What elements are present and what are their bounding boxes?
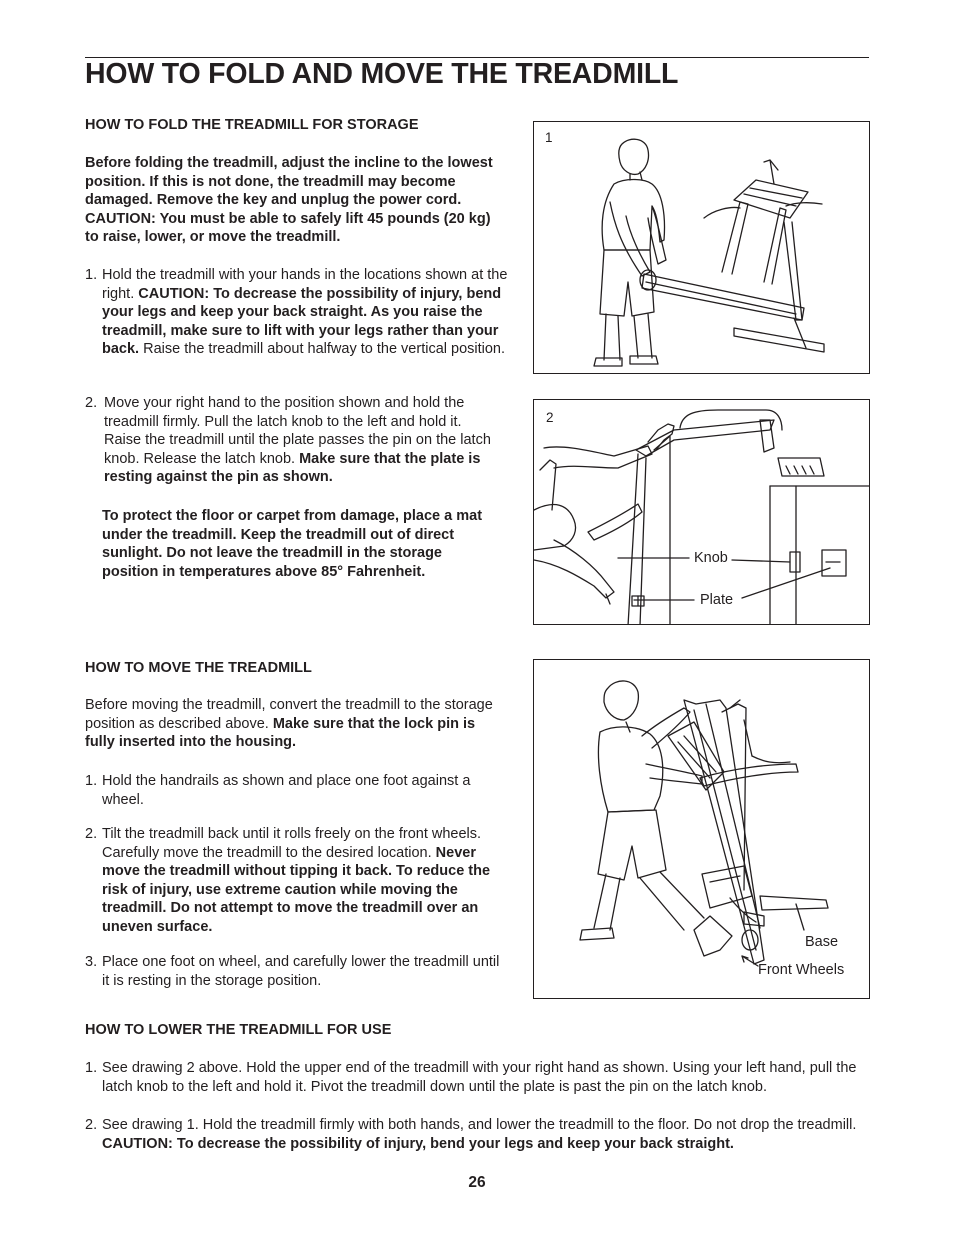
front-wheels-label: Front Wheels — [758, 962, 845, 978]
lower-step-2-caution: CAUTION: To decrease the possibility of injury, bend your legs and keep your back straight. — [102, 1135, 734, 1152]
move-heading: HOW TO MOVE THE TREADMILL — [85, 660, 312, 676]
fold-protect-note: To protect the floor or carpet from damage, place a mat under the treadmill. Keep the treadmill out of direct sunlight. Do not leave the treadmill in the storage position in temperatures above 85° Fahrenheit. — [102, 508, 483, 580]
fold-step-2-number: 2. — [85, 395, 98, 411]
move-step-1 — [85, 772, 505, 809]
lower-step-1 — [85, 1059, 870, 1096]
lower-step-2 — [85, 1116, 870, 1153]
page-number: 26 — [468, 1174, 486, 1191]
fold-step-1-text: Hold the treadmill with your hands in the locations shown at the right. — [102, 267, 508, 302]
lower-step-1-number: 1. — [85, 1060, 98, 1076]
fold-step-1 — [85, 266, 510, 359]
move-step-3-text: Place one foot on wheel, and carefully lower the treadmill until it is resting in the storage position. — [102, 954, 500, 989]
figure-3-moving-treadmill — [533, 659, 870, 999]
knob-label: Knob — [694, 550, 728, 566]
figure-2-latch-knob — [533, 399, 870, 625]
fold-step-2-text: Move your right hand to the position shown and hold the treadmill firmly. Pull the latch knob to the left and hold it. Raise the treadmill until the plate passes the pin on the latch knob. Release the latch knob. — [104, 395, 491, 467]
move-step-3 — [85, 953, 505, 990]
fold-step-1-caution: CAUTION: To decrease the possibility of injury, bend your legs and keep your back straight. As you raise the treadmill, make sure to lift with your legs rather than your back. — [102, 285, 502, 357]
move-intro-text: Before moving the treadmill, convert the treadmill to the storage position as described above. — [85, 697, 493, 732]
move-step-2-number: 2. — [85, 826, 98, 842]
plate-label: Plate — [700, 592, 734, 608]
fold-step-1-text-end: Raise the treadmill about halfway to the vertical position. — [143, 341, 506, 357]
fold-step-2-emphasis: Make sure that the plate is resting against the pin as shown. — [104, 450, 481, 485]
figure-1-illustration — [534, 122, 870, 374]
lower-step-2-text: See drawing 1. Hold the treadmill firmly with both hands, and lower the treadmill to the floor. Do not drop the treadmill. — [102, 1117, 857, 1133]
fold-heading: HOW TO FOLD THE TREADMILL FOR STORAGE — [85, 117, 419, 133]
move-intro — [85, 696, 505, 752]
fold-step-1-number: 1. — [85, 267, 98, 283]
move-step-2-warning: Never move the treadmill without tipping it back. To reduce the risk of injury, use extreme caution while moving the treadmill. Do not attempt to move the treadmill over an uneven surface. — [102, 844, 491, 935]
fold-step-2 — [85, 394, 495, 487]
move-step-2-text: Tilt the treadmill back until it rolls freely on the front wheels. Carefully move the treadmill to the desired location. — [102, 826, 482, 861]
move-step-1-text: Hold the handrails as shown and place one foot against a wheel. — [102, 773, 471, 808]
move-step-3-number: 3. — [85, 954, 98, 970]
base-label: Base — [805, 934, 839, 950]
lower-step-1-text: See drawing 2 above. Hold the upper end of the treadmill with your right hand as shown. Using your left hand, pull the latch knob to the left and hold it. Pivot the treadmill down until the plate is past the pin on the latch knob. — [102, 1060, 857, 1095]
figure-1-lifting-treadmill — [533, 121, 870, 374]
fold-intro: Before folding the treadmill, adjust the incline to the lowest position. If this is not done, the treadmill may become damaged. Remove the key and unplug the power cord. CAUTION: You must be able to safely lift 45 pounds (20 kg) to raise, lower, or move the treadmill. — [85, 155, 493, 245]
lower-step-2-number: 2. — [85, 1117, 98, 1133]
move-intro-emphasis: Make sure that the lock pin is fully inserted into the housing. — [85, 715, 476, 750]
figure-2-number: 2 — [546, 410, 554, 425]
move-step-2 — [85, 825, 505, 936]
figure-1-number: 1 — [545, 130, 553, 145]
move-step-1-number: 1. — [85, 773, 98, 789]
page-title: HOW TO FOLD AND MOVE THE TREADMILL — [85, 58, 679, 90]
lower-heading: HOW TO LOWER THE TREADMILL FOR USE — [85, 1022, 392, 1038]
